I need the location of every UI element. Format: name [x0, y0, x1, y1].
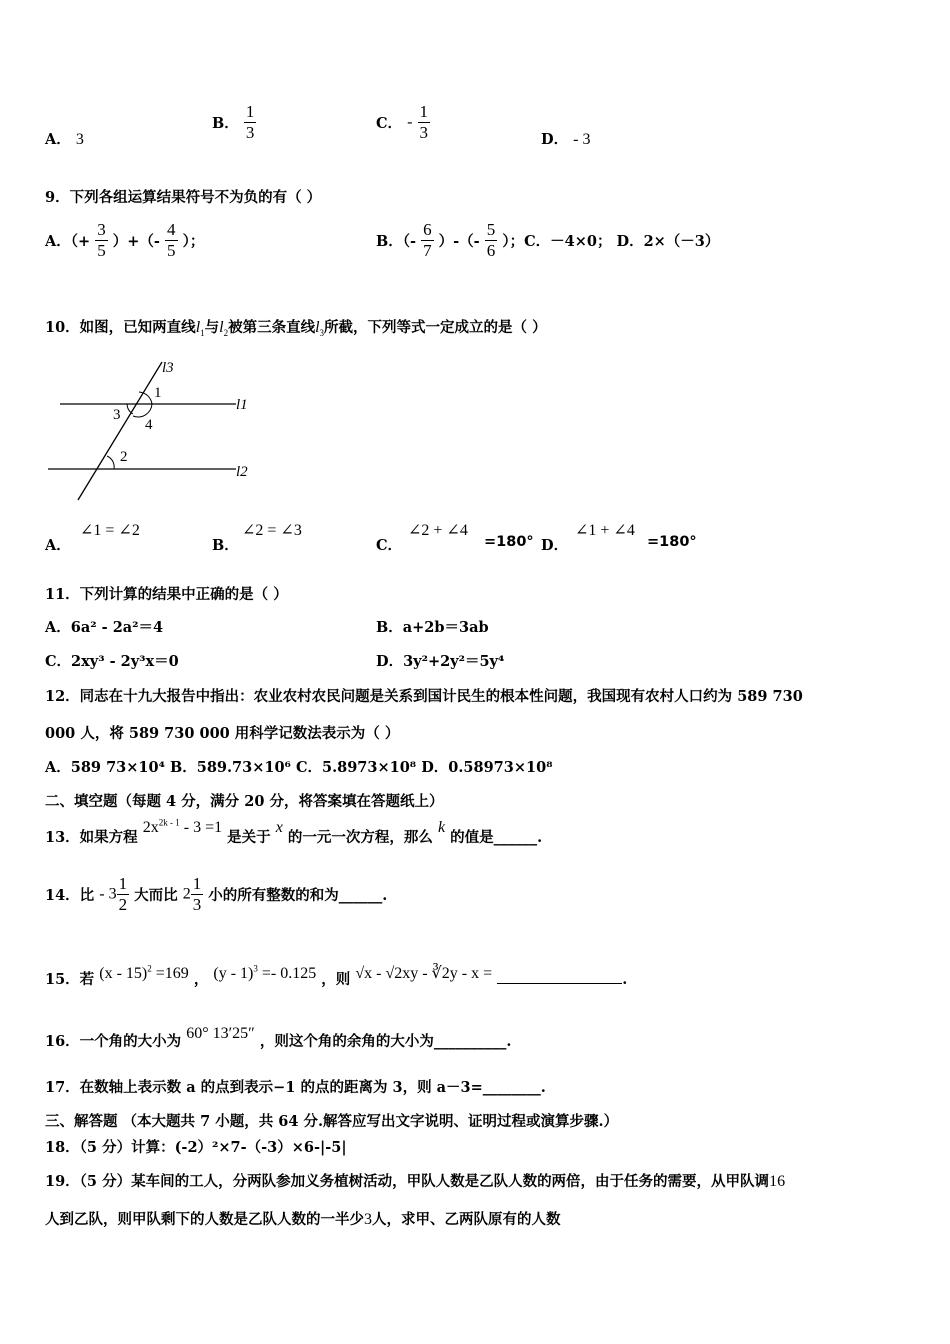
- q10-a-expr: ∠1 = ∠2: [80, 522, 140, 539]
- label-angle-2: 2: [120, 449, 128, 465]
- q10-option-a: A． ∠1 = ∠2: [45, 522, 140, 554]
- q10-stem: 10．如图，已知两直线$l_1$与$l_2$被第三条直线$l_3$所截，下列等式一定成立的是（ ）: [45, 319, 547, 338]
- q11-option-a: A．6a² - 2a²＝4: [45, 619, 164, 636]
- q8-option-d: [541, 128, 590, 149]
- section-2-heading: 二、填空题（每题 4 分，满分 20 分，将答案填在答题纸上）: [45, 793, 444, 810]
- angle-2-arc: [107, 456, 114, 469]
- q10-b-expr: ∠2 = ∠3: [242, 522, 302, 539]
- q19-line1: 19．（5 分）某车间的工人，分两队参加义务植树活动，甲队人数是乙队人数的两倍，由于任务的需要，从甲队调16: [45, 1173, 786, 1190]
- q19-line2: 人到乙队，则甲队剩下的人数是乙队人数的一半少3人，求甲、乙两队原有的人数: [45, 1211, 561, 1228]
- q16: 16．一个角的大小为 60° 13′25″ ，则这个角的余角的大小为__________.: [45, 1025, 512, 1050]
- q16-angle: 60° 13′25″: [186, 1025, 255, 1042]
- q9-a-frac1: $\frac{3}{5}$: [97, 220, 106, 260]
- q15-radicals: √x - √2xy - ∛2y - x =: [355, 965, 493, 982]
- q10-option-d: D． ∠1 + ∠4 =180°: [541, 522, 697, 554]
- q11-option-d: D．3y²+2y²＝5y⁴: [376, 653, 505, 670]
- angle-1-arc: [139, 392, 152, 404]
- q14-frac2: $\frac{1}{3}$: [192, 874, 202, 914]
- q9-stem: 9．下列各组运算结果符号不为负的有（ ）: [45, 189, 322, 206]
- q8-d-value: - 3: [573, 131, 591, 148]
- q10-figure: [40, 352, 270, 508]
- q14: 14．比 - 3 $\frac{1}{2}$ 大而比 2 $\frac{1}{3}$ 小的所有整数的和为______.: [45, 874, 388, 914]
- q8-b-fraction: $\frac{1}{3}$: [245, 102, 255, 142]
- q11-option-c: C．2xy³ - 2y³x＝0: [45, 653, 179, 670]
- q15: 15．若 (x - 15)$^2$ =169 ， (y - 1)$^3$ =- 0.125 ，则 √x - √2xy - ∛2y - x = .: [45, 963, 628, 988]
- q9-a-frac2: $\frac{4}{5}$: [167, 220, 176, 260]
- q12-line2: 000 人，将 589 730 000 用科学记数法表示为（ ）: [45, 725, 400, 742]
- q9-option-a: A．（+ $\frac{3}{5}$ ）+（- $\frac{4}{5}$ ）；: [45, 220, 205, 260]
- q8-c-label: C．: [376, 115, 403, 132]
- label-angle-3: 3: [113, 407, 121, 423]
- q11-option-b: B．a+2b＝3ab: [376, 619, 489, 636]
- q8-option-c: C． - $\frac{1}{3}$: [376, 102, 428, 142]
- q8-a-label: A．: [45, 131, 71, 148]
- q8-option-b: [212, 102, 256, 143]
- q10-c-expr: ∠2 + ∠4: [408, 522, 468, 539]
- q15-blank[interactable]: [497, 969, 622, 984]
- section-3-heading: 三、解答题 （本大题共 7 小题，共 64 分.解答应写出文字说明、证明过程或演算步骤.）: [45, 1113, 619, 1130]
- q9-b-frac1: $\frac{6}{7}$: [423, 220, 432, 260]
- q10-option-c: C． ∠2 + ∠4 =180°: [376, 522, 534, 554]
- label-l3: l3: [162, 360, 174, 376]
- q8-c-fraction: $\frac{1}{3}$: [419, 102, 428, 142]
- q17: 17．在数轴上表示数 a 的点到表示−1 的点的距离为 3，则 a－3=________.: [45, 1079, 546, 1096]
- q14-frac1: $\frac{1}{2}$: [118, 874, 128, 914]
- q13: 13．如果方程 $2x^{2k - 1} - 3 =1$ 是关于 x 的一元一次方程，那么 k 的值是______.: [45, 817, 543, 846]
- q11-stem: 11．下列计算的结果中正确的是（ ）: [45, 586, 288, 603]
- q10-option-b: B． ∠2 = ∠3: [212, 522, 302, 554]
- angle-3-arc: [127, 404, 133, 414]
- q12-options: A．589 73×10⁴ B．589.73×10⁶ C．5.8973×10⁸ D．0.58973×10⁸: [45, 759, 553, 776]
- label-angle-4: 4: [145, 417, 153, 433]
- q8-b-label: B．: [212, 115, 239, 132]
- q8-a-value: 3: [75, 131, 84, 148]
- label-l1: l1: [236, 397, 248, 413]
- q9-b-frac2: $\frac{5}{6}$: [486, 220, 496, 260]
- q8-d-label: D．: [541, 131, 569, 148]
- q15-eq1: (x - 15)$^2$ =169: [99, 963, 189, 982]
- q13-equation: $2x^{2k - 1} - 3 =1$: [142, 817, 223, 836]
- label-angle-1: 1: [154, 385, 162, 401]
- q18: 18．（5 分）计算：(-2）²×7-（-3）×6-|-5|: [45, 1139, 347, 1156]
- q15-eq2: (y - 1)$^3$ =- 0.125: [213, 963, 317, 982]
- q8-option-a: [45, 128, 84, 149]
- q10-d-expr: ∠1 + ∠4: [575, 522, 635, 539]
- label-l2: l2: [236, 464, 248, 480]
- q12-line1: 12．同志在十九大报告中指出：农业农村农民问题是关系到国计民生的根本性问题，我国现有农村人口约为 589 730: [45, 688, 803, 705]
- q9-option-b: B．（- $\frac{6}{7}$ ）-（- $\frac{5}{6}$ ）；C．－4×0； D．2×（－3）: [376, 220, 720, 260]
